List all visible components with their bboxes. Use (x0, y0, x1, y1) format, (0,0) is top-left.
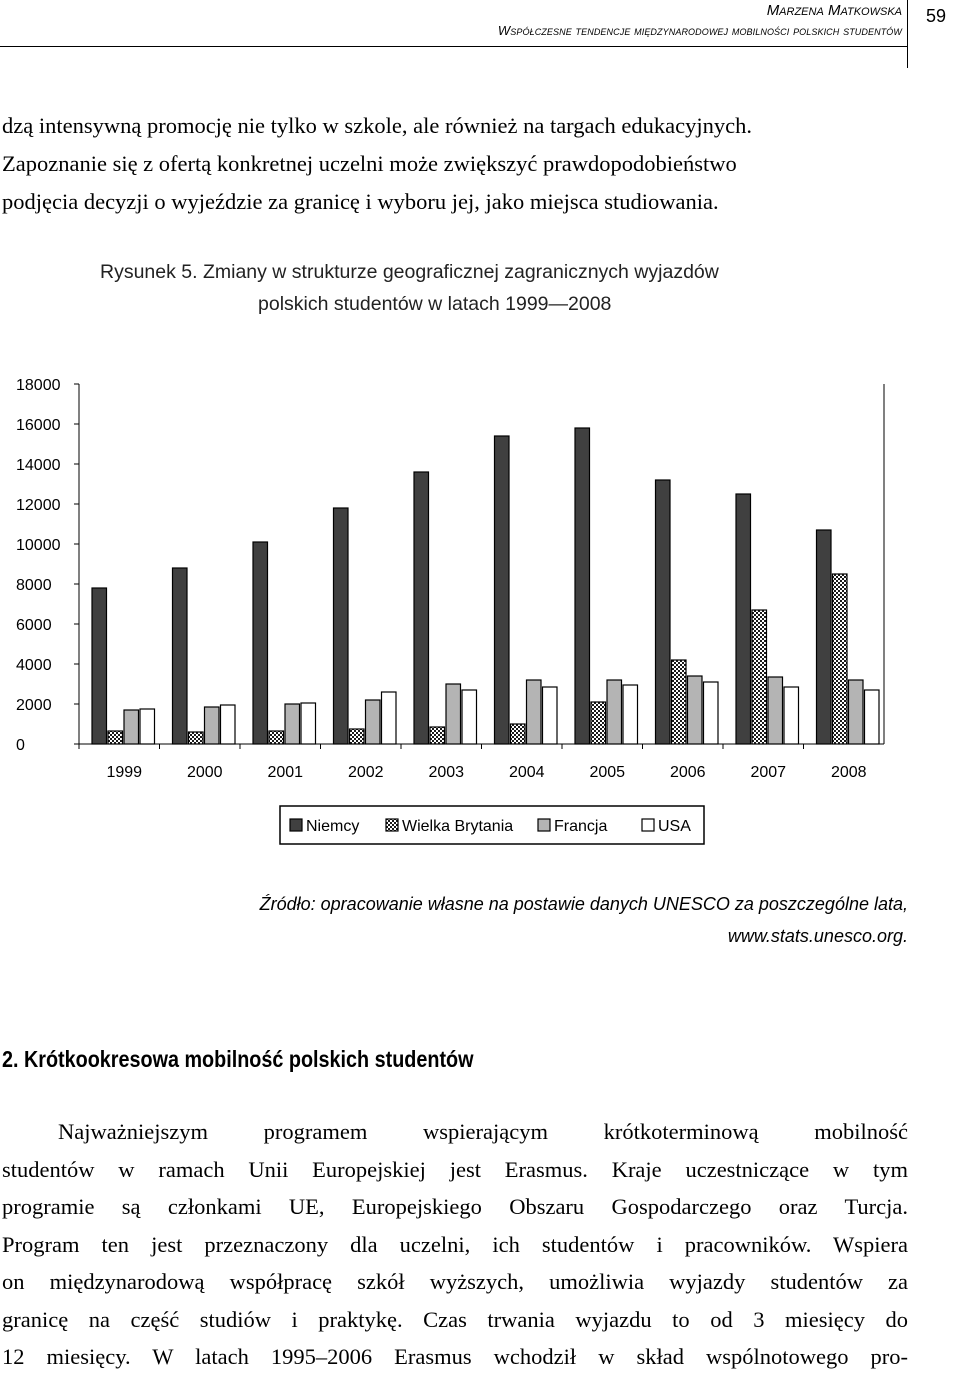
header-divider (907, 0, 908, 68)
bar-wielka-brytania-2005 (591, 702, 606, 744)
y-tick-label: 10000 (16, 537, 61, 554)
y-tick-label: 8000 (16, 577, 52, 594)
y-tick-label: 0 (16, 737, 25, 754)
legend-label: Niemcy (306, 818, 360, 835)
bar-wielka-brytania-2008 (833, 574, 848, 744)
bar-wielka-brytania-1999 (108, 731, 123, 744)
header-title: Współczesne tendencje międzynarodowej mobilności polskich studentów (497, 23, 902, 38)
figure-source-line-1: Źródło: opracowanie własne na postawie danych UNESCO za poszczególne lata, (259, 894, 908, 914)
bar-francja-2002 (366, 700, 381, 744)
bar-usa-2000 (221, 705, 236, 744)
y-tick-label: 6000 (16, 617, 52, 634)
bar-niemcy-2002 (334, 508, 349, 744)
bar-niemcy-2004 (495, 436, 510, 744)
bar-wielka-brytania-2002 (350, 729, 365, 744)
legend-label: Francja (554, 818, 608, 835)
bar-wielka-brytania-2001 (269, 731, 284, 744)
bar-francja-2008 (849, 680, 864, 744)
bar-usa-2005 (623, 685, 638, 744)
x-tick-label: 2001 (267, 764, 304, 781)
bar-niemcy-1999 (92, 588, 107, 744)
bar-niemcy-2005 (575, 428, 590, 744)
paragraph-bottom-line: 12 miesięcy. W latach 1995–2006 Erasmus wchodził w skład wspólnotowego pro- (2, 1344, 908, 1369)
bar-francja-2004 (527, 680, 542, 744)
legend-swatch-niemcy (290, 819, 302, 831)
page-number: 59 (925, 6, 947, 26)
paragraph-bottom-line: on międzynarodową współpracę szkół wyższych, umożliwia wyjazdy studentów za (2, 1269, 908, 1294)
bar-wielka-brytania-2004 (511, 724, 526, 744)
x-tick-label: 2005 (589, 764, 626, 781)
y-tick-label: 4000 (16, 657, 52, 674)
bar-usa-2004 (543, 687, 558, 744)
bar-usa-2001 (301, 703, 316, 744)
x-tick-label: 2007 (750, 764, 787, 781)
paragraph-bottom (2, 1113, 908, 1376)
x-tick-label: 2008 (830, 764, 867, 781)
legend-swatch-usa (642, 819, 654, 831)
bar-wielka-brytania-2006 (672, 660, 687, 744)
legend-label: USA (658, 818, 691, 835)
bar-usa-2006 (704, 682, 719, 744)
legend-swatch-francja (538, 819, 550, 831)
legend-label: Wielka Brytania (402, 818, 514, 835)
bar-niemcy-2007 (736, 494, 751, 744)
legend-swatch-wielka-brytania (386, 819, 398, 831)
bar-niemcy-2000 (173, 568, 188, 744)
bar-wielka-brytania-2000 (189, 732, 204, 744)
x-tick-label: 2004 (508, 764, 545, 781)
bar-francja-2006 (688, 676, 703, 744)
bar-usa-2003 (462, 690, 477, 744)
header-author: Marzena Matkowska (766, 2, 902, 19)
paragraph-bottom-line: programie są członkami UE, Europejskiego Obszaru Gospodarczego oraz Turcja. (2, 1194, 908, 1219)
bar-niemcy-2001 (253, 542, 268, 744)
paragraph-top-line: podjęcia decyzji o wyjeździe za granicę i wyboru jej, jako miejsca studiowania. (2, 189, 719, 214)
figure-source (260, 888, 908, 952)
paragraph-bottom-line: granicę na część studiów i praktykę. Czas trwania wyjazdu to od 3 miesięcy do (2, 1306, 908, 1332)
bar-niemcy-2006 (656, 480, 671, 744)
bar-wielka-brytania-2007 (752, 610, 767, 744)
header-rule (0, 46, 907, 47)
bar-niemcy-2008 (817, 530, 832, 744)
paragraph-bottom-line: Program ten jest przeznaczony dla uczelni, ich studentów i pracowników. Wspiera (2, 1231, 908, 1257)
x-tick-label: 1999 (106, 764, 143, 781)
bar-chart (0, 360, 960, 860)
y-tick-label: 12000 (16, 497, 61, 514)
x-tick-label: 2003 (428, 764, 465, 781)
bar-francja-2003 (446, 684, 461, 744)
bar-usa-2008 (865, 690, 880, 744)
y-tick-label: 2000 (16, 697, 52, 714)
section-heading: 2. Krótkookresowa mobilność polskich studentów (2, 1046, 474, 1072)
bar-francja-2001 (285, 704, 300, 744)
paragraph-top (2, 107, 908, 221)
figure-caption-line-1: Rysunek 5. Zmiany w strukturze geograficznej zagranicznych wyjazdów (100, 261, 719, 283)
y-tick-label: 18000 (16, 377, 61, 394)
x-tick-label: 2002 (347, 764, 384, 781)
x-tick-label: 2006 (669, 764, 706, 781)
paragraph-top-line: Zapoznanie się z ofertą konkretnej uczelni może zwiększyć prawdopodobieństwo (2, 151, 737, 176)
bar-usa-2002 (382, 692, 397, 744)
bar-wielka-brytania-2003 (430, 727, 445, 744)
figure-source-line-2: www.stats.unesco.org. (727, 926, 908, 946)
figure-caption (100, 256, 719, 320)
paragraph-bottom-line: Najważniejszym programem wspierającym krótkoterminową mobilność (58, 1119, 908, 1144)
y-tick-label: 16000 (16, 417, 61, 434)
bar-francja-1999 (124, 710, 139, 744)
bar-francja-2007 (768, 677, 783, 744)
paragraph-bottom-line: studentów w ramach Unii Europejskiej jest Erasmus. Kraje uczestniczące w tym (2, 1156, 908, 1182)
figure-caption-line-2: polskich studentów w latach 1999—2008 (258, 293, 612, 315)
bar-usa-1999 (140, 709, 155, 744)
bar-usa-2007 (784, 687, 799, 744)
paragraph-top-line: dzą intensywną promocję nie tylko w szkole, ale również na targach edukacyjnych. (2, 113, 752, 138)
bar-francja-2000 (205, 707, 220, 744)
running-header (0, 0, 960, 70)
y-tick-label: 14000 (16, 457, 61, 474)
bar-francja-2005 (607, 680, 622, 744)
bar-niemcy-2003 (414, 472, 429, 744)
x-tick-label: 2000 (186, 764, 223, 781)
